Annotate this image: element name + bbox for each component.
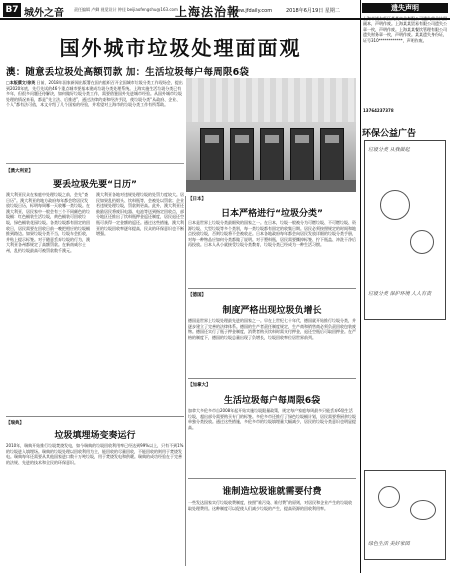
- australia-col-1: 澳大利亚民众在家庭中处理垃圾之前，会先“查日历”。澳大利亚的地方政府每年都会给居民发放垃圾日历，标明每周哪一天收哪一类垃圾。在澳大利亚，居民家中一般会有三个不同颜色的垃圾桶：红色桶装生活垃圾，黄色桶装可回收垃圾，绿色桶装花园垃圾。各类垃圾都有固定的回收日，居民需要在回收日前一晚把相应的垃圾桶推到路边。如果垃圾分类不当，垃圾车会拒收，并贴上提示标签。对于随意丢弃垃圾的行为，澳大利亚各州都规定了高额罚款。在新南威尔士州，乱扔垃圾最高可被罚款数千澳元。: [6, 192, 90, 253]
- sweden-tag: 【瑞典】: [6, 421, 24, 426]
- psa-bottom-note: 绿色生活 美好家园: [368, 541, 410, 547]
- lead-paragraph: [6, 80, 184, 164]
- germany-tag: 【德国】: [188, 293, 206, 298]
- section-divider: [6, 416, 184, 417]
- australia-tag: 【澳大利亚】: [6, 169, 33, 174]
- doodle-circle: [380, 190, 410, 220]
- lead-tag: □本版撰文/徐英: [6, 80, 36, 85]
- page-headline: 国外城市垃圾处理面面观: [59, 36, 302, 60]
- section-divider: [188, 378, 356, 379]
- page-number: B7: [3, 3, 21, 17]
- germany-title: 制度严格出现垃圾负增长: [222, 306, 322, 316]
- lost-notice-text: 上海市浦东新区某某实业有限公司遗失营业执照副本，声明作废。上海某某贸易有限公司遗失公章一枚，声明作废。上海某某餐饮管理有限公司遗失财务章一枚，声明作废。某某遗失身份证，证号310************，声明作废。: [363, 16, 447, 43]
- canada-tag: 【加拿大】: [188, 383, 211, 388]
- australia-title: 要丢垃圾先要“日历”: [53, 180, 137, 190]
- section-divider: [188, 288, 356, 289]
- doodle-circle: [410, 230, 434, 254]
- japan-text: 日本是世界上垃圾分类最细致的国家之一。在日本，垃圾一般被分为可燃垃圾、不可燃垃圾、资源垃圾、大型垃圾等多个类别，每一类垃圾都有固定的收集日期。居民必须按照规定的时间和地点投放垃圾，否则垃圾将不会被收走。日本各地政府每年都会向居民发放详细的垃圾分类手册，对每一种物品应如何分类都做了说明。对于塑料瓶，居民需要撕掉标签、拧下瓶盖、冲洗干净后再投放。日本人从小就接受垃圾分类教育，垃圾分类已经成为一种生活习惯。: [188, 220, 356, 248]
- doodle-circle: [378, 486, 400, 508]
- photo-bin: [260, 128, 284, 182]
- section-name: 城外之音: [24, 8, 64, 19]
- canada-title: 生活垃圾每户每周限6袋: [223, 396, 321, 406]
- editor-credit: 责任编辑 卢卿 视觉设计 钟佳 beijiaofengshu@163.com: [74, 7, 178, 12]
- photo-ground: [186, 180, 356, 192]
- contact-phone: 13764237378: [363, 108, 394, 113]
- photo-bin: [290, 128, 314, 182]
- psa-note: 垃圾分类 保护环境 人人有责: [368, 291, 432, 297]
- column-rule: [185, 196, 186, 566]
- japan-title: 日本严格进行“垃圾分类”: [221, 209, 323, 219]
- photo-wall: [186, 78, 356, 122]
- photo-bin: [230, 128, 254, 182]
- australia-col-2: 澳大利亚各地对违规处理垃圾的处罚力度较大。居民如果乱扔烟头、饮料瓶等，会被处以罚款；企业若违规处理垃圾，罚款则更高。此外，澳大利亚还鼓励居民将废旧电器、电池等送到指定回收点，部分地区还推出了饮料瓶押金返还制度，居民退还空瓶可获得一定金额的返还。通过这些措施，澳大利亚的垃圾回收率逐年提高，民众的环保意识也不断增强。: [96, 192, 184, 237]
- website[interactable]: www.jfdaily.com: [232, 8, 273, 14]
- psa-title: 环保公益广告: [362, 129, 417, 139]
- lead-text: 日前，2018年国家新闻出版署在国内组织召开全国城市垃圾分类工作现场会，提出到2020年底，先行先试的46个重点城市要基本建成垃圾分类处理系统。上海实施生活垃圾分类已有多年，但很多问题还待解决，如何做好垃圾分类工作，需要借鉴国外先进城市经验。从国外城市垃圾处理的情况来看，都是“先立法、后推进”，通过法律约束和经济手段，使垃圾分类“从政府、企业、个人”都有法可依，本文介绍了几个国家的经验，并希望对上海市的垃圾分类工作有所帮助。: [6, 80, 183, 108]
- sweden-title: 垃圾填埋场变奏运行: [54, 431, 136, 441]
- page-subheadline: 澳：随意丢垃圾处高额罚款 加：生活垃圾每户每周限6袋: [6, 67, 250, 78]
- germany-text: 德国是世界上垃圾处理最先进的国家之一。早在上世纪七十年代，德国就开始推行垃圾分类，并逐步建立了完善的法律体系。德国的生产者责任制度规定，生产商和销售商必须负责回收包装废物。德国还实行了瓶子押金制度，消费者购买饮料时需支付押金，退还空瓶后可取回押金。在严格的制度下，德国的垃圾总量出现了负增长，垃圾回收率位居世界前列。: [188, 318, 356, 340]
- japan-tag: 【日本】: [188, 197, 206, 202]
- sidebar-header: 遗失声明: [362, 3, 448, 13]
- photo-bin: [200, 128, 224, 182]
- pay-title: 谁制造垃圾谁就需要付费: [222, 487, 322, 497]
- masthead-logo: 上海法治報: [175, 5, 241, 19]
- photo-bin: [320, 128, 344, 182]
- sweden-text: 2010年，瑞典开始推行垃圾焚烧发电，如今瑞典的垃圾回收利用率已经达到99%以上，只有不到1%的垃圾进入填埋场。瑞典的垃圾处理以回收利用为主，能回收的尽量回收，不能回收的则用于焚烧发电。瑞典每年还需要从其他国家进口数十万吨垃圾，用于焚烧发电和供暖。瑞典的成功经验在于完善的法规、先进的技术和全民的环保意识。: [6, 443, 184, 465]
- section-divider: [188, 478, 356, 479]
- issue-date: 2018年6月19日 星期二: [286, 8, 340, 14]
- canada-text: 加拿大多伦多市自2008年起开始实施垃圾限量政策，规定每户家庭每周最多只能丢弃6袋生活垃圾，超出部分需要购买专门的标签。多伦多市还推行了绿色垃圾桶计划，居民需要将厨余垃圾单独分类投放。通过这些措施，多伦多市的垃圾填埋量大幅减少，居民的垃圾分类意识也明显提高。: [188, 408, 356, 430]
- psa-handwritten: 垃圾分类 从我做起: [368, 147, 410, 153]
- doodle-circle: [410, 500, 436, 520]
- article-photo: [186, 78, 356, 192]
- pay-text: 一些发达国家实行垃圾收费制度，按照“谁污染、谁付费”的原则，对居民和企业产生的垃圾收取处理费用。这种制度可以促使人们减少垃圾的产生，提高资源的回收利用率。: [188, 500, 353, 511]
